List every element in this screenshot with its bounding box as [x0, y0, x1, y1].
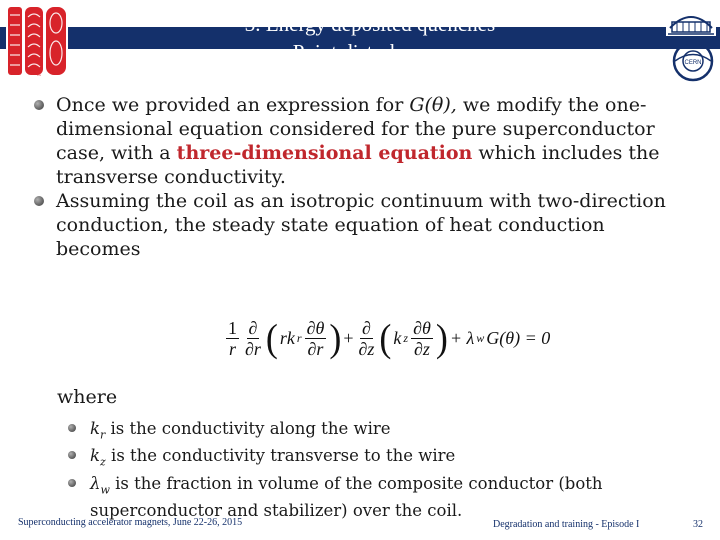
bullet-1-text-a: Once we provided an expression for — [56, 94, 410, 116]
bullet-icon — [34, 100, 44, 110]
bullet-2 — [32, 189, 692, 261]
eq-frac-1-over-r — [226, 318, 239, 359]
eq-num: ∂θ — [306, 317, 325, 338]
bullet-icon — [68, 451, 76, 459]
bullet-list — [32, 93, 692, 261]
where-label: where — [57, 386, 118, 408]
eq-paren-open: ( — [265, 316, 278, 360]
svg-text:CERN: CERN — [684, 60, 702, 66]
eq-frac-d-dz — [356, 318, 376, 359]
institution-building-logo — [666, 4, 716, 36]
eq-paren-open: ( — [379, 316, 392, 360]
eq-paren-close: ) — [329, 316, 342, 360]
eq-frac-d-dr — [243, 318, 263, 359]
eq-den: ∂z — [358, 338, 375, 359]
eq-num: ∂ — [361, 317, 371, 338]
eq-rk: rk — [279, 327, 295, 348]
footer-lecture: Degradation and training - Episode I — [493, 519, 640, 530]
eq-den: ∂r — [307, 338, 324, 359]
eq-paren-close: ) — [435, 316, 448, 360]
def-text: is the conductivity transverse to the wire — [105, 446, 456, 466]
eq-sub-z: z — [403, 330, 409, 345]
bullet-1-italic: G(θ), — [409, 94, 457, 116]
page-number: 32 — [693, 519, 703, 530]
bullet-icon — [68, 479, 76, 487]
bullet-1-text-c: which includes the transverse conductivity. — [56, 142, 660, 188]
def-symbol: k — [90, 446, 100, 466]
bullet-1-text-b: we modify the one-dimensional equation considered for the pure superconductor case, with a — [56, 94, 655, 164]
eq-num: ∂ — [248, 317, 258, 338]
definition-item — [68, 418, 668, 445]
cern-logo — [672, 40, 714, 82]
school-logo — [6, 5, 68, 77]
def-text: is the fraction in volume of the composite conductor (both superconductor and stabilizer) over the coil. — [90, 473, 603, 520]
eq-frac-dtheta-dz — [411, 318, 433, 359]
eq-sub-w: w — [476, 330, 485, 345]
definition-list — [68, 418, 668, 521]
def-sub: r — [100, 428, 106, 442]
heat-equation — [225, 313, 550, 363]
eq-frac-dtheta-dr — [305, 318, 327, 359]
bullet-icon — [68, 424, 76, 432]
eq-den: r — [228, 338, 236, 359]
eq-sub-r: r — [296, 330, 302, 345]
def-symbol: k — [90, 419, 100, 438]
bullet-1 — [32, 93, 692, 189]
eq-num: ∂θ — [413, 317, 431, 338]
bullet-1-highlight: three-dimensional equation — [176, 142, 473, 164]
eq-lambda: + λ — [449, 327, 475, 348]
slide-title-line1: 3. Energy deposited quenches — [244, 12, 496, 36]
eq-g-term: G(θ) = 0 — [486, 327, 551, 348]
def-symbol: λ — [90, 473, 101, 493]
eq-plus: + — [343, 327, 354, 348]
eq-den: ∂z — [413, 338, 430, 359]
bullet-2-text: Assuming the coil as an isotropic continuum with two-direction conduction, the steady state equation of heat conduction becomes — [56, 190, 666, 260]
svg-text:ESS: ESS — [37, 75, 42, 77]
def-sub: w — [100, 482, 110, 496]
definition-item — [68, 473, 668, 521]
footer-course: Superconducting accelerator magnets, June 22-26, 2015 — [18, 517, 243, 528]
eq-den: ∂r — [245, 338, 261, 359]
slide-title-line2: Point disturbances — [292, 40, 448, 60]
bullet-icon — [34, 196, 44, 206]
eq-k: k — [393, 327, 402, 348]
eq-num: 1 — [228, 317, 237, 338]
def-sub: z — [100, 455, 106, 469]
title-bar — [0, 0, 720, 60]
definition-item — [68, 445, 668, 472]
def-text: is the conductivity along the wire — [105, 419, 391, 438]
